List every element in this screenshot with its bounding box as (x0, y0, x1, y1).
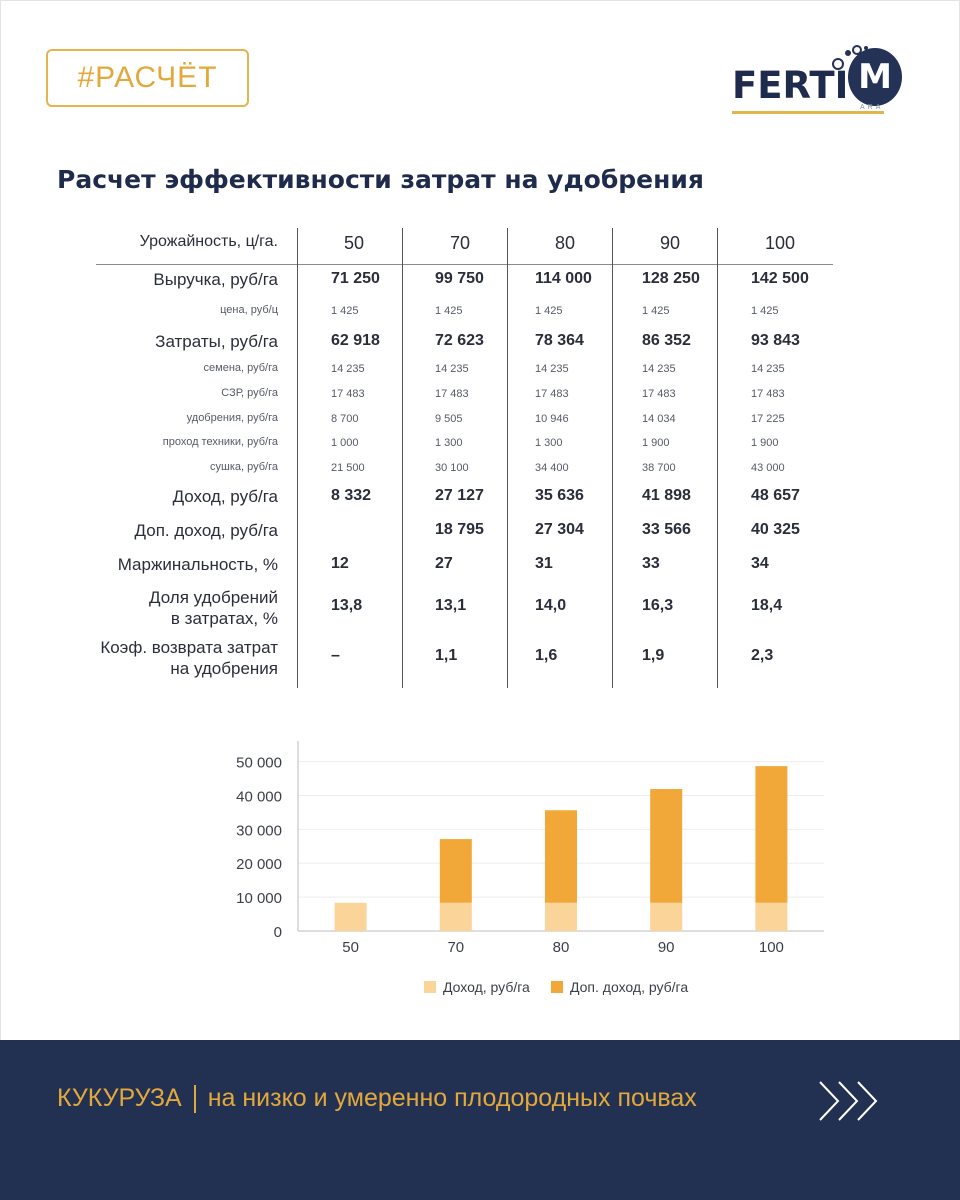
row-label-line: Маржинальность, % (117, 555, 278, 574)
x-tick-label: 90 (657, 939, 675, 956)
row-label-line: в затратах, % (170, 609, 278, 628)
table-cell: 40 325 (751, 521, 800, 538)
table-cell: 14 235 (331, 363, 365, 375)
row-label (100, 637, 278, 679)
table-cell: 43 000 (751, 462, 785, 474)
table-cell: 128 250 (642, 270, 700, 287)
table-header-label: Урожайность, ц/га. (139, 233, 278, 250)
table-cell: 17 225 (751, 413, 785, 425)
table-cell: 17 483 (642, 388, 676, 400)
next-arrows-icon[interactable] (818, 1080, 882, 1122)
row-label-line: Доп. доход, руб/га (134, 521, 278, 540)
row-label-line: на удобрения (170, 659, 278, 678)
legend-label: Доп. доход, руб/га (570, 979, 689, 995)
table-cell: 142 500 (751, 270, 809, 287)
table-cell: 12 (331, 555, 349, 572)
table-cell: 18,4 (751, 597, 783, 614)
table-cell: 2,3 (751, 647, 774, 664)
table-cell: 13,1 (435, 597, 467, 614)
row-label-line: Доход, руб/га (172, 487, 278, 506)
table-cell: 1,6 (535, 647, 558, 664)
table-cell: 17 483 (435, 388, 469, 400)
row-label-line: Коэф. возврата затрат (100, 638, 278, 657)
table-cell: 10 946 (535, 413, 569, 425)
x-tick-label: 100 (758, 939, 784, 956)
row-label (155, 332, 278, 352)
table-cell: 17 483 (535, 388, 569, 400)
table-cell: 17 483 (331, 388, 365, 400)
column-header: 80 (555, 233, 576, 253)
table-cell: 72 623 (435, 332, 484, 349)
table-cell: 31 (535, 555, 553, 572)
table-cell: 13,8 (331, 597, 363, 614)
table-cell: 35 636 (535, 487, 584, 504)
table-cell: 14 235 (751, 363, 785, 375)
bar-income (545, 903, 577, 931)
table-cell: 8 332 (331, 487, 372, 504)
table-cell: 1 300 (435, 437, 463, 449)
table-cell: 41 898 (642, 487, 691, 504)
footer-crop: КУКУРУЗА (57, 1084, 182, 1112)
legend-label: Доход, руб/га (443, 979, 530, 995)
column-header: 100 (765, 233, 796, 253)
row-label (163, 436, 278, 448)
table-cell: 30 100 (435, 462, 469, 474)
y-tick-label: 0 (273, 924, 282, 941)
table-cell: 27 304 (535, 521, 584, 538)
hashtag-label: #РАСЧЁТ (46, 49, 249, 107)
row-label-line: Доля удобрений (149, 588, 278, 607)
column-divider (612, 228, 613, 688)
bar-extra-income (755, 766, 787, 903)
bar-extra-income (650, 789, 682, 903)
x-tick-label: 50 (342, 939, 359, 956)
table-cell: 38 700 (642, 462, 676, 474)
table-cell: 1 000 (331, 437, 359, 449)
table-cell: 16,3 (642, 597, 674, 614)
row-label (210, 461, 278, 473)
x-tick-label: 80 (552, 939, 570, 956)
row-label-line: сушка, руб/га (210, 461, 278, 473)
y-tick-label: 30 000 (236, 822, 282, 840)
table-cell: 1 425 (642, 305, 670, 317)
table-cell: – (331, 647, 340, 664)
table-header-divider (96, 264, 833, 265)
y-tick-label: 10 000 (236, 890, 282, 908)
footer-separator (194, 1085, 196, 1113)
table-cell: 1,1 (435, 647, 458, 664)
table-cell: 48 657 (751, 487, 800, 504)
bar-income (335, 903, 367, 931)
table-cell: 62 918 (331, 332, 380, 349)
footer-banner (0, 1040, 960, 1200)
row-label (187, 412, 278, 424)
row-label (135, 521, 278, 541)
row-label-line: семена, руб/га (203, 362, 278, 374)
table-cell: 1 900 (751, 437, 779, 449)
table-cell: 18 795 (435, 521, 484, 538)
table-cell: 1 425 (331, 305, 359, 317)
table-cell: 27 (435, 555, 453, 572)
fertiam-logo (728, 44, 908, 120)
column-divider (297, 228, 298, 688)
logo-wordmark: FERTI (732, 64, 849, 107)
bar-extra-income (545, 810, 577, 903)
table-cell: 14 235 (642, 363, 676, 375)
table-cell: 14 235 (535, 363, 569, 375)
table-cell: 78 364 (535, 332, 584, 349)
table-cell: 86 352 (642, 332, 691, 349)
row-label-line: Затраты, руб/га (155, 332, 278, 351)
row-label-line: Выручка, руб/га (153, 270, 278, 289)
column-header: 90 (660, 233, 681, 253)
table-cell: 34 400 (535, 462, 569, 474)
table-cell: 14 235 (435, 363, 469, 375)
row-label (221, 387, 278, 399)
y-tick-label: 50 000 (236, 754, 282, 772)
y-tick-label: 40 000 (236, 788, 282, 806)
table-cell: 14,0 (535, 597, 567, 614)
table-cell: 1 425 (435, 305, 463, 317)
bar-income (650, 903, 682, 931)
table-cell: 34 (751, 555, 769, 572)
table-cell: 21 500 (331, 462, 365, 474)
column-divider (507, 228, 508, 688)
table-cell: 1 425 (751, 305, 779, 317)
row-label (153, 270, 278, 290)
row-label-line: цена, руб/ц (220, 304, 278, 316)
row-label-line: проход техники, руб/га (162, 436, 278, 448)
column-header: 50 (344, 233, 365, 253)
row-label-line: удобрения, руб/га (186, 412, 278, 424)
row-label (220, 304, 278, 316)
table-cell: 8 700 (331, 413, 359, 425)
row-label (204, 362, 278, 374)
column-divider (402, 228, 403, 688)
x-tick-label: 70 (447, 939, 465, 956)
table-cell: 33 (642, 555, 660, 572)
legend-swatch (424, 981, 436, 993)
table-cell: 114 000 (535, 270, 592, 287)
column-header: 70 (450, 233, 471, 253)
legend-item-extra-income (551, 979, 688, 995)
y-tick-label: 20 000 (236, 856, 282, 874)
footer-soil: на низко и умеренно плодородных почвах (207, 1084, 697, 1112)
table-cell: 93 843 (751, 332, 800, 349)
table-cell: 17 483 (751, 388, 785, 400)
logo-m-circle: M (848, 48, 902, 106)
row-label (149, 587, 278, 629)
bar-extra-income (440, 839, 472, 903)
logo-subtext: ARA (860, 104, 884, 111)
bar-income (755, 903, 787, 931)
page-title: Расчет эффективности затрат на удобрения (57, 165, 704, 194)
legend-swatch (551, 981, 563, 993)
table-cell: 71 250 (331, 270, 380, 287)
table-cell: 99 750 (435, 270, 484, 287)
bar-income (440, 903, 472, 931)
table-cell: 1 425 (535, 305, 563, 317)
table-cell: 1,9 (642, 647, 665, 664)
footer-caption (57, 1084, 697, 1113)
table-cell: 27 127 (435, 487, 484, 504)
table-cell: 9 505 (435, 413, 463, 425)
row-label (118, 555, 278, 575)
table-cell: 1 300 (535, 437, 563, 449)
column-divider (717, 228, 718, 688)
row-label-line: СЗР, руб/га (221, 387, 278, 399)
table-cell: 1 900 (642, 437, 670, 449)
row-label (173, 487, 278, 507)
table-cell: 14 034 (642, 413, 676, 425)
table-cell: 33 566 (642, 521, 691, 538)
logo-underline (732, 111, 884, 114)
legend-item-income (424, 979, 530, 995)
